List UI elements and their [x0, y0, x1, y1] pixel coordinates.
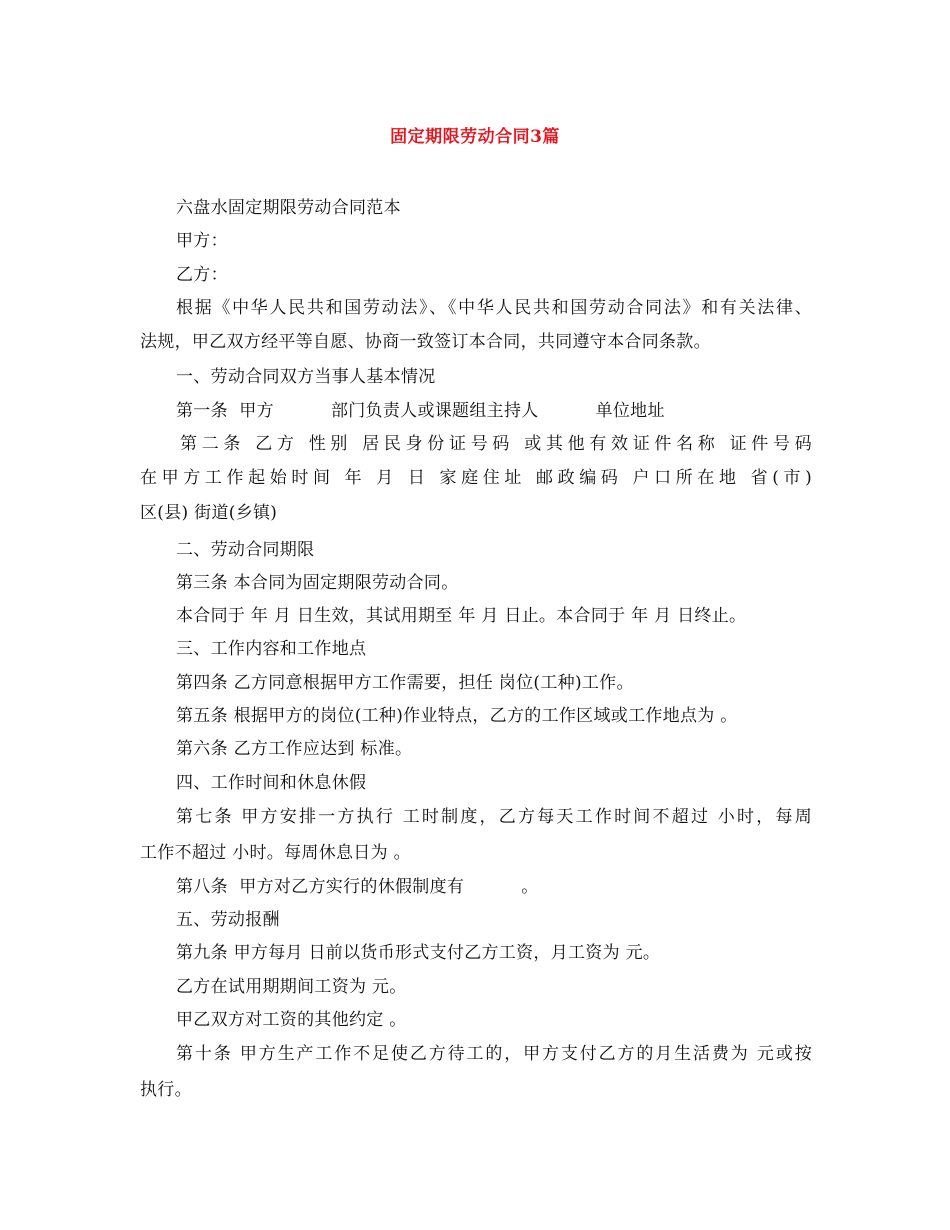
- clause-line: 第八条 甲方对乙方实行的休假制度有 。: [176, 877, 539, 897]
- subtitle-line: 六盘水固定期限劳动合同范本: [176, 198, 401, 218]
- clause-line: 第九条 甲方每月 日前以货币形式支付乙方工资，月工资为 元。: [176, 943, 661, 963]
- section-heading: 三、工作内容和工作地点: [176, 639, 367, 659]
- section-heading: 一、劳动合同双方当事人基本情况: [176, 367, 436, 387]
- party-a-line: 甲方：: [176, 231, 228, 251]
- paragraph-line: 根据《中华人民共和国劳动法》、《中华人民共和国劳动合同法》和有关法律、: [176, 298, 812, 318]
- party-b-line: 乙方：: [176, 265, 228, 285]
- clause-line: 本合同于 年 月 日生效，其试用期至 年 月 日止。本合同于 年 月 日终止。: [176, 606, 747, 626]
- clause-line: 第二条 乙方 性别 居民身份证号码 或其他有效证件名称 证件号码: [180, 434, 812, 454]
- clause-line: 第七条 甲方安排一方执行 工时制度，乙方每天工作时间不超过 小时，每周: [176, 807, 812, 827]
- clause-line: 执行。: [140, 1080, 192, 1100]
- clause-line: 乙方在试用期期间工资为 元。: [176, 977, 407, 997]
- section-heading: 四、工作时间和休息休假: [176, 773, 367, 793]
- clause-line: 工作不超过 小时。每周休息日为 。: [140, 843, 411, 863]
- clause-line: 区(县) 街道(乡镇): [140, 503, 278, 523]
- paragraph-line: 法规，甲乙双方经平等自愿、协商一致签订本合同，共同遵守本合同条款。: [140, 332, 711, 352]
- clause-line: 第四条 乙方同意根据甲方工作需要，担任 岗位(工种)工作。: [176, 673, 634, 693]
- clause-line: 第六条 乙方工作应达到 标准。: [176, 739, 413, 759]
- clause-line: 第三条 本合同为固定期限劳动合同。: [176, 573, 459, 593]
- clause-line: 第十条 甲方生产工作不足使乙方待工的，甲方支付乙方的月生活费为 元或按: [176, 1044, 812, 1064]
- clause-line: 第一条 甲方 部门负责人或课题组主持人 单位地址: [176, 401, 665, 421]
- section-heading: 五、劳动报酬: [176, 910, 280, 930]
- clause-line: 甲乙双方对工资的其他约定 。: [176, 1010, 407, 1030]
- clause-line: 在甲方工作起始时间 年 月 日 家庭住址 邮政编码 户口所在地 省(市): [140, 468, 812, 488]
- section-heading: 二、劳动合同期限: [176, 540, 315, 560]
- document-title: 固定期限劳动合同3篇: [390, 127, 560, 147]
- clause-line: 第五条 根据甲方的岗位(工种)作业特点，乙方的工作区域或工作地点为 。: [176, 706, 738, 726]
